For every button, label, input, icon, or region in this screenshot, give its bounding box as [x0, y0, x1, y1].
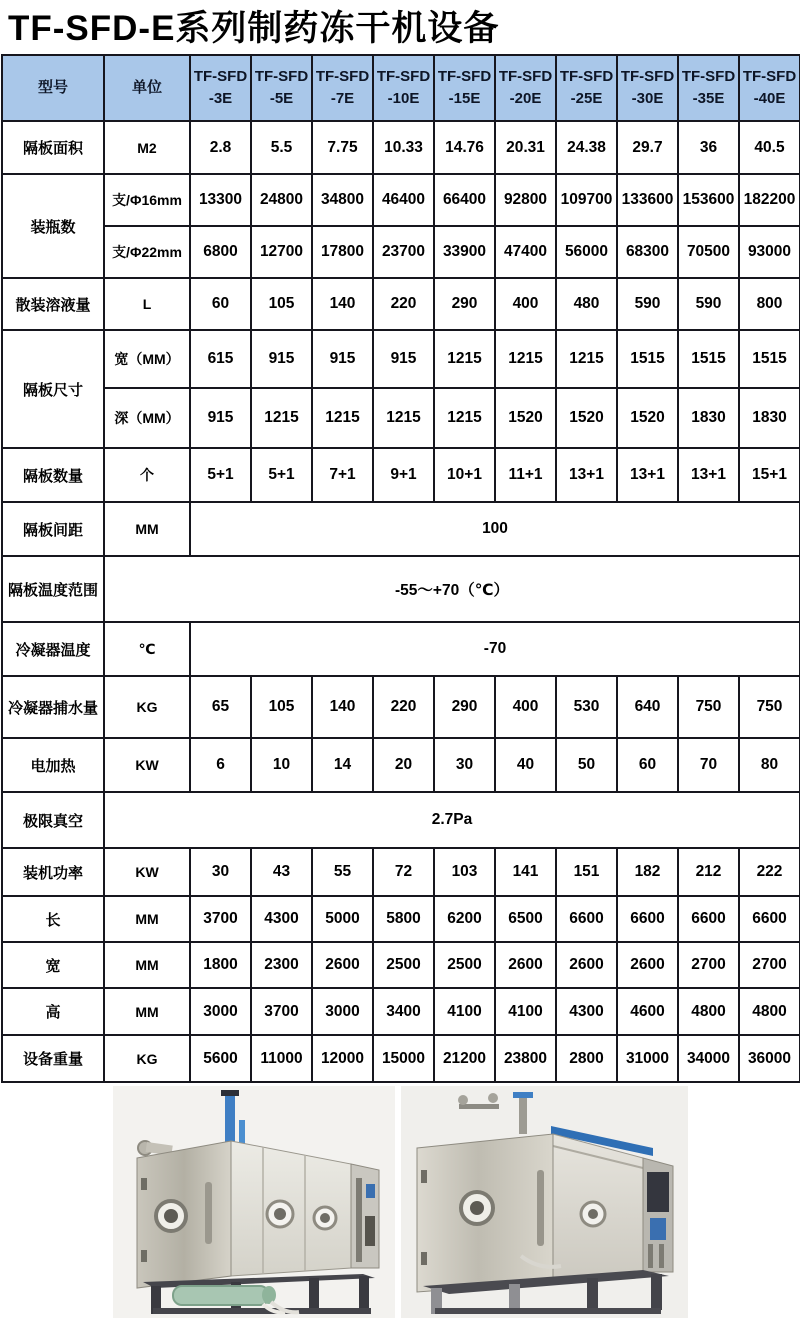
value-cell: 13+1	[678, 448, 739, 502]
merged-value-cell: 2.7Pa	[104, 792, 800, 848]
value-cell: 750	[678, 676, 739, 738]
value-cell: 530	[556, 676, 617, 738]
value-cell: 1800	[190, 942, 251, 988]
value-cell: 140	[312, 676, 373, 738]
model-name-line1: TF-SFD	[681, 68, 736, 86]
value-cell: 2700	[739, 942, 800, 988]
value-cell: 10.33	[373, 121, 434, 174]
unit-cell: KW	[104, 738, 190, 792]
value-cell: 23800	[495, 1035, 556, 1082]
value-cell: 290	[434, 676, 495, 738]
freeze-dryer-photo-right	[401, 1086, 688, 1318]
value-cell: 640	[617, 676, 678, 738]
value-cell: 1515	[617, 330, 678, 388]
unit-cell: 支/Φ22mm	[104, 226, 190, 278]
value-cell: 3000	[312, 988, 373, 1035]
value-cell: 590	[617, 278, 678, 330]
model-name-line2: -7E	[330, 90, 355, 107]
value-cell: 6800	[190, 226, 251, 278]
model-name-line1: TF-SFD	[315, 68, 370, 86]
value-cell: 140	[312, 278, 373, 330]
unit-cell: KW	[104, 848, 190, 896]
value-cell: 1215	[495, 330, 556, 388]
value-cell: 1215	[373, 388, 434, 448]
value-cell: 480	[556, 278, 617, 330]
value-cell: 50	[556, 738, 617, 792]
value-cell: 4800	[739, 988, 800, 1035]
value-cell: 6600	[617, 896, 678, 942]
unit-cell: MM	[104, 896, 190, 942]
value-cell: 55	[312, 848, 373, 896]
value-cell: 222	[739, 848, 800, 896]
model-header-cell	[739, 55, 800, 121]
value-cell: 105	[251, 676, 312, 738]
model-header-cell	[556, 55, 617, 121]
value-cell: 105	[251, 278, 312, 330]
model-name-line1: TF-SFD	[254, 68, 309, 86]
value-cell: 24800	[251, 174, 312, 226]
merged-value-cell: -70	[190, 622, 800, 676]
value-cell: 2600	[312, 942, 373, 988]
value-cell: 47400	[495, 226, 556, 278]
value-cell: 6600	[739, 896, 800, 942]
model-name-line1: TF-SFD	[376, 68, 431, 86]
value-cell: 14	[312, 738, 373, 792]
unit-cell: M2	[104, 121, 190, 174]
value-cell: 1830	[739, 388, 800, 448]
value-cell: 1215	[434, 330, 495, 388]
value-cell: 590	[678, 278, 739, 330]
value-cell: 72	[373, 848, 434, 896]
value-cell: 5.5	[251, 121, 312, 174]
value-cell: 2600	[617, 942, 678, 988]
model-name-line1: TF-SFD	[742, 68, 797, 86]
value-cell: 153600	[678, 174, 739, 226]
value-cell: 13+1	[556, 448, 617, 502]
unit-cell: 深（MM）	[104, 388, 190, 448]
value-cell: 5600	[190, 1035, 251, 1082]
model-name-line2: -20E	[509, 90, 542, 107]
value-cell: 2600	[556, 942, 617, 988]
product-photos	[0, 1083, 800, 1322]
value-cell: 133600	[617, 174, 678, 226]
value-cell: 1215	[556, 330, 617, 388]
row-label-cell: 隔板间距	[2, 502, 104, 556]
freeze-dryer-photo-left	[113, 1086, 395, 1318]
model-header-cell	[678, 55, 739, 121]
value-cell: 141	[495, 848, 556, 896]
value-cell: 36000	[739, 1035, 800, 1082]
value-cell: 43	[251, 848, 312, 896]
value-cell: 14.76	[434, 121, 495, 174]
model-header-cell	[495, 55, 556, 121]
value-cell: 93000	[739, 226, 800, 278]
value-cell: 1215	[312, 388, 373, 448]
row-label-cell: 极限真空	[2, 792, 104, 848]
model-name-line2: -25E	[570, 90, 603, 107]
value-cell: 5800	[373, 896, 434, 942]
value-cell: 1520	[556, 388, 617, 448]
value-cell: 29.7	[617, 121, 678, 174]
row-label-cell: 隔板温度范围	[2, 556, 104, 622]
value-cell: 915	[190, 388, 251, 448]
value-cell: 7+1	[312, 448, 373, 502]
model-name-line1: TF-SFD	[437, 68, 492, 86]
value-cell: 20	[373, 738, 434, 792]
row-label-cell: 宽	[2, 942, 104, 988]
value-cell: 151	[556, 848, 617, 896]
row-label-cell: 设备重量	[2, 1035, 104, 1082]
value-cell: 915	[251, 330, 312, 388]
value-cell: 800	[739, 278, 800, 330]
model-name-line2: -35E	[692, 90, 725, 107]
value-cell: 30	[434, 738, 495, 792]
value-cell: 182200	[739, 174, 800, 226]
value-cell: 7.75	[312, 121, 373, 174]
value-cell: 4100	[495, 988, 556, 1035]
value-cell: 13+1	[617, 448, 678, 502]
model-header-cell	[617, 55, 678, 121]
value-cell: 17800	[312, 226, 373, 278]
value-cell: 4300	[556, 988, 617, 1035]
value-cell: 1515	[739, 330, 800, 388]
value-cell: 6	[190, 738, 251, 792]
model-header-cell	[312, 55, 373, 121]
row-label-cell: 装瓶数	[2, 174, 104, 278]
value-cell: 1215	[251, 388, 312, 448]
row-label-cell: 冷凝器捕水量	[2, 676, 104, 738]
row-label-cell: 隔板面积	[2, 121, 104, 174]
value-cell: 5+1	[251, 448, 312, 502]
value-cell: 68300	[617, 226, 678, 278]
merged-value-cell: -55～+70（℃）	[104, 556, 800, 622]
model-header-cell	[373, 55, 434, 121]
value-cell: 2300	[251, 942, 312, 988]
value-cell: 40	[495, 738, 556, 792]
unit-cell: 个	[104, 448, 190, 502]
value-cell: 10	[251, 738, 312, 792]
value-cell: 56000	[556, 226, 617, 278]
row-label-cell: 冷凝器温度	[2, 622, 104, 676]
value-cell: 92800	[495, 174, 556, 226]
row-label-cell: 隔板数量	[2, 448, 104, 502]
model-name-line2: -3E	[208, 90, 233, 107]
value-cell: 9+1	[373, 448, 434, 502]
value-cell: 11+1	[495, 448, 556, 502]
value-cell: 15000	[373, 1035, 434, 1082]
model-name-line2: -5E	[269, 90, 294, 107]
value-cell: 80	[739, 738, 800, 792]
value-cell: 615	[190, 330, 251, 388]
value-cell: 33900	[434, 226, 495, 278]
value-cell: 40.5	[739, 121, 800, 174]
value-cell: 3000	[190, 988, 251, 1035]
unit-cell: MM	[104, 942, 190, 988]
value-cell: 13300	[190, 174, 251, 226]
value-cell: 915	[312, 330, 373, 388]
value-cell: 60	[190, 278, 251, 330]
unit-column-header: 单位	[104, 55, 190, 121]
value-cell: 70	[678, 738, 739, 792]
row-label-cell: 电加热	[2, 738, 104, 792]
value-cell: 70500	[678, 226, 739, 278]
row-label-cell: 隔板尺寸	[2, 330, 104, 448]
model-header-cell	[190, 55, 251, 121]
value-cell: 1520	[495, 388, 556, 448]
row-label-cell: 高	[2, 988, 104, 1035]
unit-cell: 支/Φ16mm	[104, 174, 190, 226]
unit-cell: L	[104, 278, 190, 330]
value-cell: 4600	[617, 988, 678, 1035]
model-name-line1: TF-SFD	[559, 68, 614, 86]
value-cell: 290	[434, 278, 495, 330]
value-cell: 21200	[434, 1035, 495, 1082]
value-cell: 1515	[678, 330, 739, 388]
merged-value-cell: 100	[190, 502, 800, 556]
value-cell: 30	[190, 848, 251, 896]
row-label-cell: 散装溶液量	[2, 278, 104, 330]
value-cell: 1520	[617, 388, 678, 448]
value-cell: 15+1	[739, 448, 800, 502]
model-name-line2: -30E	[631, 90, 664, 107]
value-cell: 3400	[373, 988, 434, 1035]
value-cell: 6500	[495, 896, 556, 942]
value-cell: 4300	[251, 896, 312, 942]
value-cell: 6600	[678, 896, 739, 942]
value-cell: 2600	[495, 942, 556, 988]
spec-table	[1, 54, 800, 1083]
model-name-line2: -15E	[448, 90, 481, 107]
model-name-line1: TF-SFD	[498, 68, 553, 86]
unit-cell: ℃	[104, 622, 190, 676]
value-cell: 60	[617, 738, 678, 792]
value-cell: 103	[434, 848, 495, 896]
unit-cell: KG	[104, 676, 190, 738]
model-name-line1: TF-SFD	[193, 68, 248, 86]
value-cell: 2500	[373, 942, 434, 988]
row-label-cell: 长	[2, 896, 104, 942]
value-cell: 3700	[251, 988, 312, 1035]
value-cell: 23700	[373, 226, 434, 278]
value-cell: 2500	[434, 942, 495, 988]
value-cell: 2800	[556, 1035, 617, 1082]
value-cell: 400	[495, 278, 556, 330]
value-cell: 2700	[678, 942, 739, 988]
value-cell: 400	[495, 676, 556, 738]
value-cell: 34800	[312, 174, 373, 226]
model-column-header: 型号	[2, 55, 104, 121]
value-cell: 3700	[190, 896, 251, 942]
value-cell: 31000	[617, 1035, 678, 1082]
value-cell: 6200	[434, 896, 495, 942]
value-cell: 10+1	[434, 448, 495, 502]
value-cell: 12000	[312, 1035, 373, 1082]
value-cell: 2.8	[190, 121, 251, 174]
value-cell: 34000	[678, 1035, 739, 1082]
page-title: TF-SFD-E系列制药冻干机设备	[8, 9, 500, 48]
unit-cell: MM	[104, 502, 190, 556]
model-header-cell	[251, 55, 312, 121]
value-cell: 65	[190, 676, 251, 738]
value-cell: 24.38	[556, 121, 617, 174]
value-cell: 220	[373, 278, 434, 330]
value-cell: 66400	[434, 174, 495, 226]
value-cell: 1830	[678, 388, 739, 448]
value-cell: 4100	[434, 988, 495, 1035]
value-cell: 220	[373, 676, 434, 738]
row-label-cell: 装机功率	[2, 848, 104, 896]
value-cell: 11000	[251, 1035, 312, 1082]
value-cell: 46400	[373, 174, 434, 226]
value-cell: 750	[739, 676, 800, 738]
value-cell: 6600	[556, 896, 617, 942]
value-cell: 1215	[434, 388, 495, 448]
value-cell: 20.31	[495, 121, 556, 174]
value-cell: 5+1	[190, 448, 251, 502]
value-cell: 182	[617, 848, 678, 896]
value-cell: 5000	[312, 896, 373, 942]
unit-cell: MM	[104, 988, 190, 1035]
model-name-line2: -10E	[387, 90, 420, 107]
unit-cell: KG	[104, 1035, 190, 1082]
model-header-cell	[434, 55, 495, 121]
model-name-line2: -40E	[753, 90, 786, 107]
value-cell: 12700	[251, 226, 312, 278]
unit-cell: 宽（MM）	[104, 330, 190, 388]
value-cell: 109700	[556, 174, 617, 226]
value-cell: 4800	[678, 988, 739, 1035]
value-cell: 36	[678, 121, 739, 174]
model-name-line1: TF-SFD	[620, 68, 675, 86]
value-cell: 915	[373, 330, 434, 388]
value-cell: 212	[678, 848, 739, 896]
